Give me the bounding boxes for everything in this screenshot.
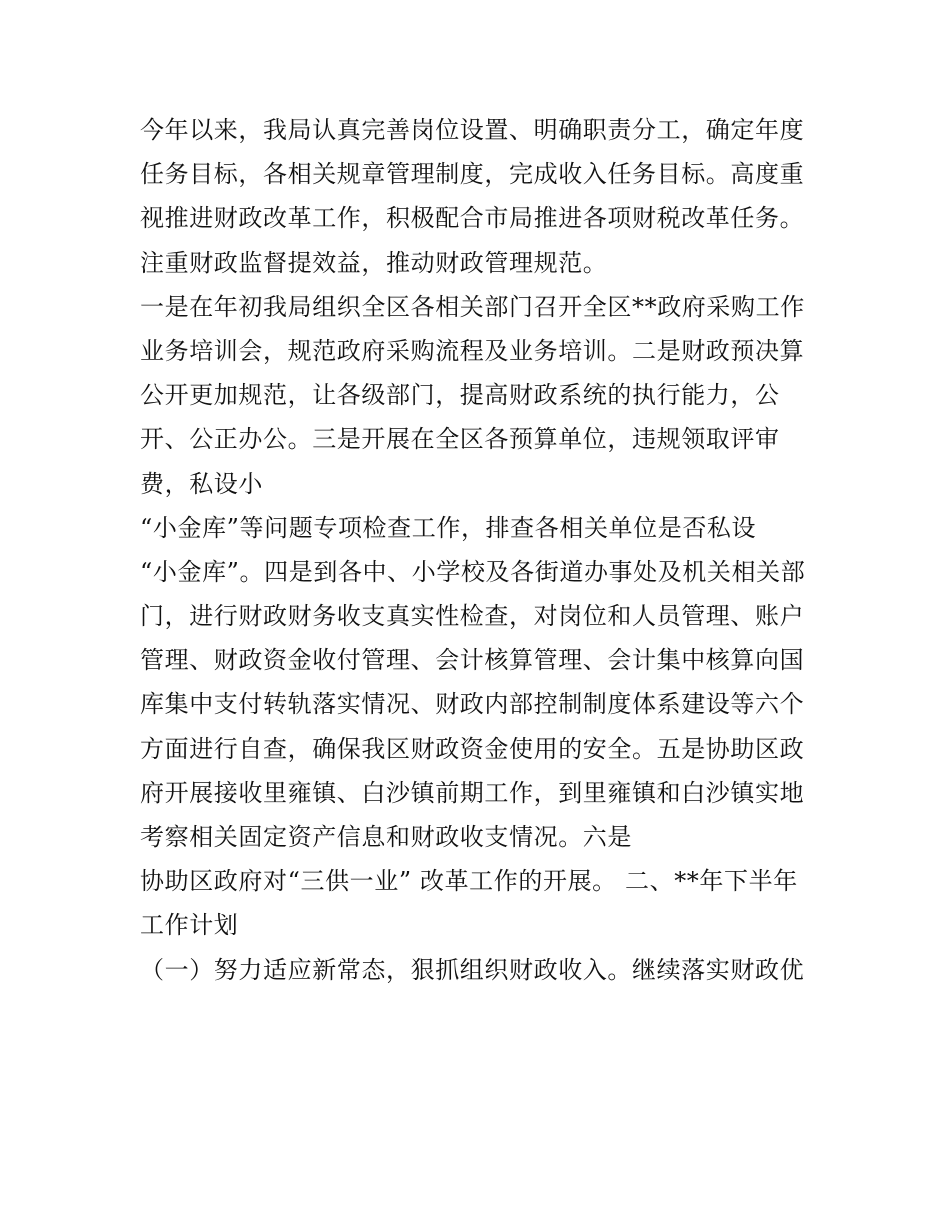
- text-line: 一是在年初我局组织全区各相关部门召开全区**政府采购工作: [140, 292, 805, 321]
- text-line: 任务目标，各相关规章管理制度，完成收入任务目标。高度重: [140, 160, 805, 189]
- text-line: 今年以来，我局认真完善岗位设置、明确职责分工，确定年度: [140, 116, 805, 144]
- text-line: 工作计划: [140, 911, 239, 940]
- text-line: 业务培训会，规范政府采购流程及业务培训。二是财政预决算: [140, 336, 805, 365]
- text-line: 考察相关固定资产信息和财政收支情况。六是: [140, 823, 632, 851]
- text-line: 方面进行自查，确保我区财政资金使用的安全。五是协助区政: [140, 734, 805, 763]
- text-line: “小金库”。四是到各中、小学校及各街道办事处及机关相关部: [140, 557, 806, 586]
- text-line: 费，私设小: [140, 469, 263, 498]
- text-line: 视推进财政改革工作，积极配合市局推进各项财税改革任务。: [140, 204, 805, 233]
- text-line: 库集中支付转轨落实情况、财政内部控制制度体系建设等六个: [140, 690, 805, 719]
- text-line: 协助区政府对“三供一业” 改革工作的开展。 二、**年下半年: [140, 867, 798, 896]
- text-line: 注重财政监督提效益，推动财政管理规范。: [140, 248, 608, 277]
- body-text: [140, 108, 820, 992]
- text-line: （一）努力适应新常态，狠抓组织财政收入。继续落实财政优: [140, 955, 805, 984]
- text-line: 府开展接收里雍镇、白沙镇前期工作，到里雍镇和白沙镇实地: [140, 778, 805, 807]
- text-line: “小金库”等问题专项检查工作，排查各相关单位是否私设: [140, 513, 757, 542]
- text-line: 管理、财政资金收付管理、会计核算管理、会计集中核算向国: [140, 646, 805, 675]
- text-line: 开、公正办公。三是开展在全区各预算单位，违规领取评审: [140, 425, 780, 454]
- text-line: 门，进行财政财务收支真实性检查，对岗位和人员管理、账户: [140, 602, 805, 631]
- text-line: 公开更加规范，让各级部门，提高财政系统的执行能力，公: [140, 381, 780, 410]
